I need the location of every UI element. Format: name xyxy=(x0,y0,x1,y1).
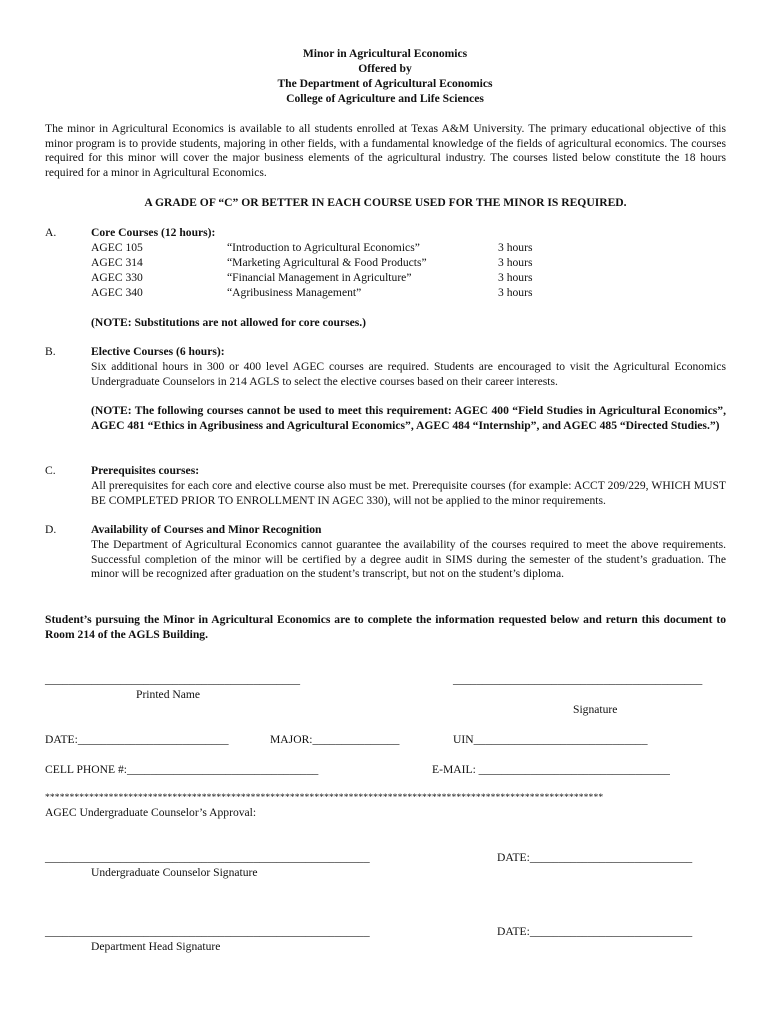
title-line-3: The Department of Agricultural Economics xyxy=(277,77,493,90)
section-b-note: (NOTE: The following courses cannot be used to meet this requirement: AGEC 400 “Field Studies in Agricultural Economics”, AGEC 481 “Ethics in Agribusiness and Agricultural Economics”, AGEC 484 “Internship”, and AGEC 485 “Directed Studies.”) xyxy=(91,404,726,432)
course-name: “Introduction to Agricultural Economics” xyxy=(227,241,420,254)
course-hours: 3 hours xyxy=(498,256,533,269)
date-field[interactable]: DATE:__________________________ xyxy=(45,733,229,746)
course-hours: 3 hours xyxy=(498,241,533,254)
course-hours: 3 hours xyxy=(498,286,533,299)
department-head-signature-label: Department Head Signature xyxy=(91,940,221,953)
section-b-text: Six additional hours in 300 or 400 level AGEC courses are required. Students are encouraged to visit the Agricultural Economics Undergraduate Counselors in 214 AGLS to select the elective courses based on their career interests. xyxy=(91,360,726,388)
section-b-title: Elective Courses (6 hours): xyxy=(91,345,225,358)
course-name: “Agribusiness Management” xyxy=(227,286,362,299)
title-line-2: Offered by xyxy=(358,62,412,75)
signature-field[interactable]: ___________________________________________ xyxy=(453,673,703,686)
section-b-letter: B. xyxy=(45,345,56,358)
counselor-signature-label: Undergraduate Counselor Signature xyxy=(91,866,258,879)
cell-phone-field[interactable]: CELL PHONE #:_________________________________ xyxy=(45,763,319,776)
department-head-signature-field[interactable]: ________________________________________________________ xyxy=(45,925,370,938)
course-name: “Marketing Agricultural & Food Products” xyxy=(227,256,427,269)
counselor-signature-field[interactable]: ________________________________________________________ xyxy=(45,851,370,864)
section-d-letter: D. xyxy=(45,523,57,536)
section-a-letter: A. xyxy=(45,226,57,239)
uin-field[interactable]: UIN______________________________ xyxy=(453,733,648,746)
section-c-title: Prerequisites courses: xyxy=(91,464,200,477)
return-instruction: Student’s pursuing the Minor in Agricultural Economics are to complete the information requested below and return this document to Room 214 of the AGLS Building. xyxy=(45,613,726,641)
counselor-date-field[interactable]: DATE:____________________________ xyxy=(497,851,693,864)
section-c-text: All prerequisites for each core and elective course also must be met. Prerequisite courses (for example: ACCT 209/229, WHICH MUST BE COMPLETED PRIOR TO ENROLLMENT IN AGEC 330), will not be applied to the minor requirements. xyxy=(91,479,726,507)
course-code: AGEC 330 xyxy=(91,271,143,284)
course-name: “Financial Management in Agriculture” xyxy=(227,271,412,284)
course-code: AGEC 314 xyxy=(91,256,143,269)
intro-paragraph: The minor in Agricultural Economics is available to all students enrolled at Texas A&M University. The primary educational objective of this minor program is to provide students, majoring in other fields, with a fundamental knowledge of the fields of agricultural economics. The courses required for this minor will cover the major business elements of the agricultural industry. The courses listed below constitute the 18 hours required for a minor in Agricultural Economics. xyxy=(45,122,726,179)
title-line-4: College of Agriculture and Life Sciences xyxy=(286,92,484,105)
section-a-title: Core Courses (12 hours): xyxy=(91,226,216,239)
section-c-letter: C. xyxy=(45,464,56,477)
major-field[interactable]: MAJOR:_______________ xyxy=(270,733,400,746)
course-code: AGEC 105 xyxy=(91,241,143,254)
printed-name-label: Printed Name xyxy=(136,688,201,701)
asterisk-separator: ****************************************************************************************************************** xyxy=(45,792,604,803)
grade-notice: A GRADE OF “C” OR BETTER IN EACH COURSE USED FOR THE MINOR IS REQUIRED. xyxy=(144,196,627,209)
section-d-title: Availability of Courses and Minor Recognition xyxy=(91,523,322,536)
printed-name-field[interactable]: ____________________________________________ xyxy=(45,673,301,686)
course-hours: 3 hours xyxy=(498,271,533,284)
email-field[interactable]: E-MAIL: _________________________________ xyxy=(432,763,670,776)
section-a-note: (NOTE: Substitutions are not allowed for core courses.) xyxy=(91,316,367,329)
signature-label: Signature xyxy=(573,703,618,716)
course-code: AGEC 340 xyxy=(91,286,143,299)
section-d-text: The Department of Agricultural Economics cannot guarantee the availability of the courses required to meet the above requirements. Successful completion of the minor will be certified by a degree audit in SIMS during the semester of the student’s graduation. The minor will be recognized after graduation on the student’s transcript, but not on the student’s diploma. xyxy=(91,538,726,581)
department-head-date-field[interactable]: DATE:____________________________ xyxy=(497,925,693,938)
approval-heading: AGEC Undergraduate Counselor’s Approval: xyxy=(45,806,257,819)
title-line-1: Minor in Agricultural Economics xyxy=(302,47,468,60)
